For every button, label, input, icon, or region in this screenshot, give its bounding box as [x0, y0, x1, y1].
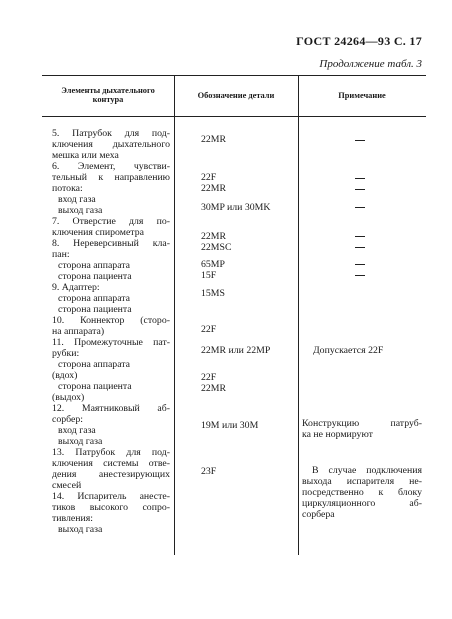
empty-note-dash — [355, 236, 365, 237]
designation-value: 23F — [201, 466, 217, 477]
column-header-elements: Элементы дыхательного контура — [61, 86, 155, 104]
element-line: выход газа — [58, 524, 103, 535]
element-line: 7. Отверстие для по- — [52, 216, 170, 227]
element-line: на аппарата) — [52, 326, 105, 337]
element-line: сторона пациента — [58, 304, 132, 315]
column-divider-2 — [298, 75, 299, 555]
table-top-rule — [42, 75, 426, 76]
column-divider-1 — [174, 75, 175, 555]
designation-value: 22F — [201, 172, 217, 183]
empty-note-dash — [355, 247, 365, 248]
element-line: 6. Элемент, чувстви- — [52, 161, 170, 172]
element-line: дения анестезирующих — [52, 469, 170, 480]
empty-note-dash — [355, 140, 365, 141]
element-line: 10. Коннектор (сторо- — [52, 315, 170, 326]
element-line: 9. Адаптер: — [52, 282, 100, 293]
note-text: ка не нормируют — [302, 429, 373, 440]
table-header-rule — [42, 116, 426, 117]
note-text: Допускается 22F — [313, 345, 384, 356]
empty-note-dash — [355, 207, 365, 208]
element-line: (вдох) — [52, 370, 78, 381]
element-line: сторона аппарата — [58, 359, 131, 370]
empty-note-dash — [355, 189, 365, 190]
element-line: ключения системы отве- — [52, 458, 170, 469]
column-header-note: Примечание — [338, 91, 386, 100]
element-line: 12. Маятниковый аб- — [52, 403, 170, 414]
element-line: тельный к направлению — [52, 172, 170, 183]
note-text: выхода испарителя не- — [302, 476, 422, 487]
designation-value: 19M или 30M — [201, 420, 259, 431]
designation-value: 30MP или 30MK — [201, 202, 271, 213]
empty-note-dash — [355, 275, 365, 276]
element-line: потока: — [52, 183, 83, 194]
element-line: ключения спирометра — [52, 227, 144, 238]
element-line: мешка или меха — [52, 150, 119, 161]
note-text: посредственно к блоку — [302, 487, 422, 498]
designation-value: 15MS — [201, 288, 225, 299]
element-line: 8. Нереверсивный кла- — [52, 238, 170, 249]
empty-note-dash — [355, 264, 365, 265]
note-text: сорбера — [302, 509, 335, 520]
note-text: В случае подключения — [312, 465, 422, 476]
element-line: сторона пациента — [58, 271, 132, 282]
element-line: тивления: — [52, 513, 93, 524]
element-line: тиков высокого сопро- — [52, 502, 170, 513]
note-text: Конструкцию патруб- — [302, 418, 422, 429]
element-line: ключения дыхательного — [52, 139, 170, 150]
element-line: 14. Испаритель анесте- — [52, 491, 170, 502]
designation-value: 15F — [201, 270, 217, 281]
element-line: вход газа — [58, 194, 96, 205]
element-line: рубки: — [52, 348, 80, 359]
element-line: смесей — [52, 480, 82, 491]
element-line: (выдох) — [52, 392, 85, 403]
continuation-label: Продолжение табл. 3 — [319, 58, 422, 70]
element-line: 5. Патрубок для под- — [52, 128, 170, 139]
element-line: сорбер: — [52, 414, 83, 425]
element-line: сторона пациента — [58, 381, 132, 392]
note-text: циркуляционного аб- — [302, 498, 422, 509]
column-header-designation: Обозначение детали — [197, 91, 275, 100]
designation-value: 22MR — [201, 383, 227, 394]
designation-value: 22F — [201, 372, 217, 383]
empty-note-dash — [355, 178, 365, 179]
element-line: сторона аппарата — [58, 260, 131, 271]
element-line: сторона аппарата — [58, 293, 131, 304]
element-line: пан: — [52, 249, 70, 260]
page-header: ГОСТ 24264—93 С. 17 — [296, 34, 422, 48]
designation-value: 22MR или 22MP — [201, 345, 271, 356]
designation-value: 22MR — [201, 231, 227, 242]
designation-value: 22MSC — [201, 242, 232, 253]
designation-value: 22MR — [201, 134, 227, 145]
element-line: 11. Промежуточные пат- — [52, 337, 170, 348]
designation-value: 22MR — [201, 183, 227, 194]
element-line: выход газа — [58, 436, 103, 447]
element-line: выход газа — [58, 205, 103, 216]
designation-value: 22F — [201, 324, 217, 335]
element-line: вход газа — [58, 425, 96, 436]
element-line: 13. Патрубок для под- — [52, 447, 170, 458]
designation-value: 65MP — [201, 259, 225, 270]
